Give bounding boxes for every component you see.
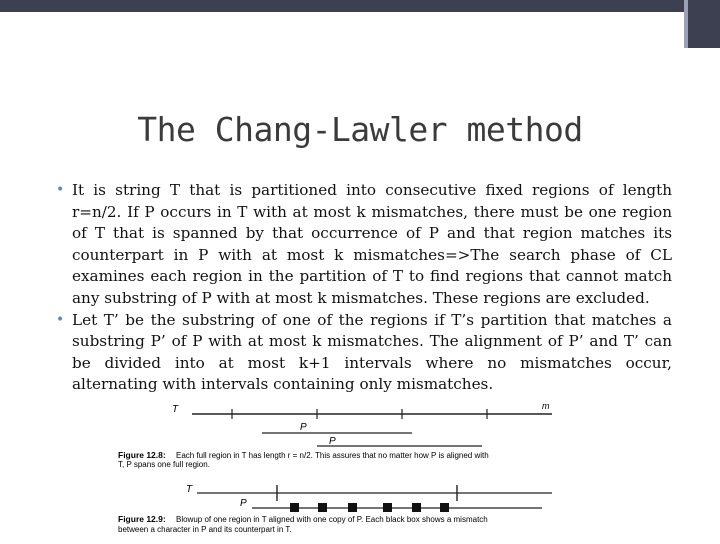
caption-2-line1: Blowup of one region in T aligned with one copy of P. Each black box shows a mismatch bbox=[176, 515, 488, 524]
caption-1-line1: Each full region in T has length r = n/2. This assures that no matter how P is aligned with bbox=[176, 451, 489, 460]
bullet-text: Let T’ be the substring of one of the regions if T’s partition that matches a substring P’ of P with at most k mismatches. The alignment of P’ and T’ can be divided into at most k+1 intervals where no mismatches occur, alternating with intervals containing only mismatches. bbox=[72, 310, 672, 394]
caption-1-line2: T, P spans one full region. bbox=[118, 460, 210, 469]
bullet-item bbox=[56, 310, 672, 396]
bullet-item bbox=[56, 180, 672, 310]
mismatch-box bbox=[318, 503, 327, 512]
scanned-figure bbox=[112, 398, 612, 540]
label-t-b: T bbox=[186, 484, 193, 495]
mismatch-box bbox=[440, 503, 449, 512]
mismatch-box bbox=[412, 503, 421, 512]
mismatch-box bbox=[348, 503, 357, 512]
mismatch-box bbox=[383, 503, 392, 512]
label-p: P bbox=[300, 422, 307, 433]
caption-2-label: Figure 12.9: bbox=[118, 514, 166, 524]
bullet-dot-icon: • bbox=[56, 311, 65, 328]
corner-accent bbox=[684, 0, 720, 48]
caption-1-label: Figure 12.8: bbox=[118, 450, 166, 460]
label-p-b: P bbox=[240, 498, 247, 509]
bullet-dot-icon: • bbox=[56, 182, 65, 198]
slide-title: The Chang-Lawler method bbox=[137, 110, 583, 149]
caption-2-line2: between a character in P and its counterpart in T. bbox=[118, 525, 292, 534]
bullet-text: It is string T that is partitioned into consecutive fixed regions of length r=n/2. If P occurs in T with at most k mismatches, there must be one region of T that is spanned by that occurrence of P and that region matches its counterpart in P with at most k mismatches=>The search phase of CL examines each region in the partition of T to find regions that cannot match any substring of P with at most k mismatches. These regions are excluded. bbox=[72, 181, 672, 307]
mismatch-box bbox=[290, 503, 299, 512]
figure-drawing bbox=[112, 398, 612, 540]
label-m: m bbox=[542, 401, 550, 411]
bullet-list bbox=[56, 180, 672, 396]
label-p2: P bbox=[329, 436, 336, 447]
label-t: T bbox=[172, 404, 179, 415]
top-accent-bar bbox=[0, 0, 720, 12]
